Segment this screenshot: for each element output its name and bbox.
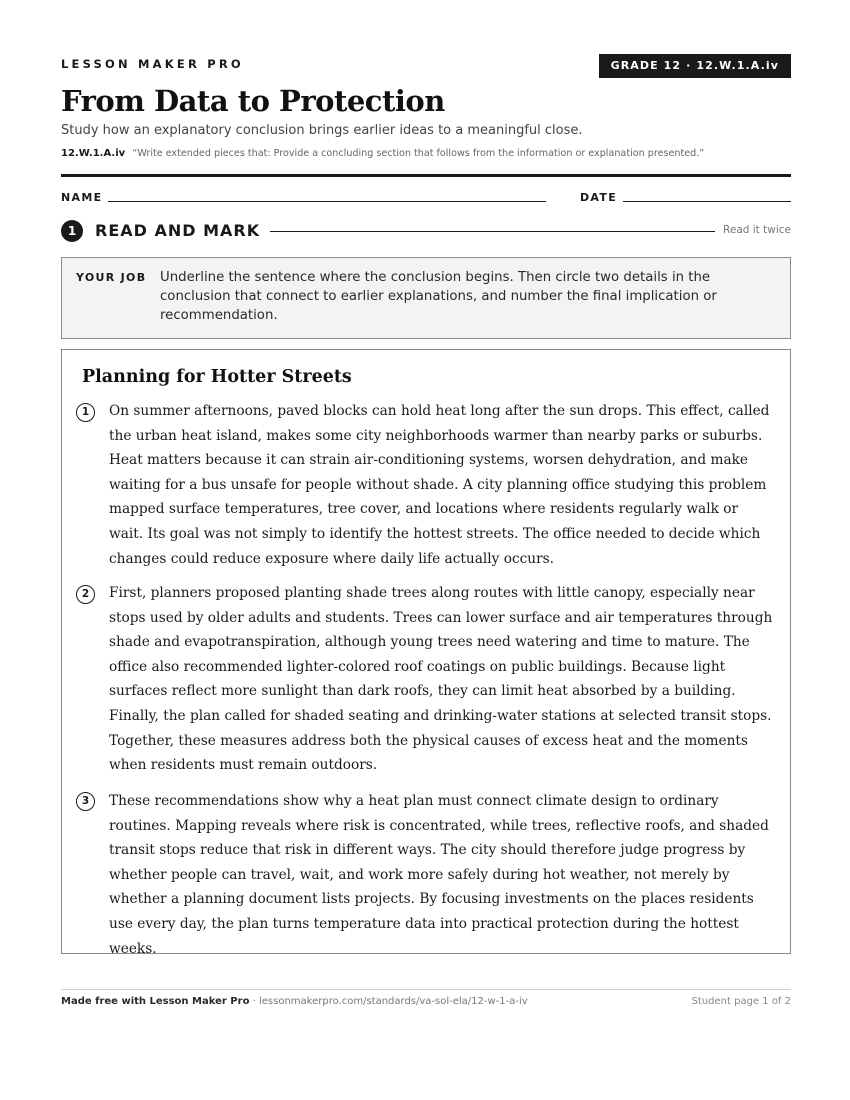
instructions-text: Underline the sentence where the conclusion begins. Then circle two details in the conclusion that connect to earlier explanations, and number the final implication or recommendation. [160, 270, 717, 323]
footer-credit [61, 996, 528, 1007]
page-counter: Student page 1 of 2 [691, 996, 791, 1007]
standard-text: “Write extended pieces that: Provide a concluding section that follows from the information or explanation presented.” [132, 148, 705, 159]
page-title: From Data to Protection [61, 84, 445, 118]
footer-divider [61, 989, 791, 990]
date-field[interactable] [623, 201, 791, 202]
page-subtitle: Study how an explanatory conclusion brings earlier ideas to a meaningful close. [61, 123, 583, 138]
reading-passage [61, 349, 791, 957]
name-label: NAME [61, 191, 103, 204]
paragraph-number-3: 3 [76, 792, 95, 811]
paragraph-3: These recommendations show why a heat plan must connect climate design to ordinary routines. Mapping reveals where risk is concentrated, while trees, reflective roofs, and shaded transit stops reduce that risk in different ways. The city should therefore judge progress by whether people can travel, wait, and work more safely during hot weather, not merely by whether a planning document lists projects. By focusing investments on the places residents use every day, the plan turns temperature data into practical protection during the hottest weeks. [109, 793, 769, 957]
section-note: Read it twice [723, 224, 791, 236]
footer-made-with: Made free with Lesson Maker Pro [61, 996, 250, 1007]
instructions-box [61, 257, 791, 339]
grade-badge: GRADE 12 · 12.W.1.A.iv [599, 54, 791, 78]
standard-line [61, 148, 704, 159]
header-divider [61, 174, 791, 177]
paragraph-number-2: 2 [76, 585, 95, 604]
instructions-label: YOUR JOB [76, 271, 147, 284]
brand-name: LESSON MAKER PRO [61, 57, 244, 71]
paragraph-2: First, planners proposed planting shade trees along routes with little canopy, especially near stops used by older adults and students. Trees can lower surface and air temperatures through shade and evapotranspiration, although young trees need watering and time to mature. The office also recommended lighter-colored roof coatings on public buildings. Because light surfaces reflect more sunlight than dark roofs, they can limit heat absorbed by a building. Finally, the plan called for shaded seating and drinking-water stations at selected transit stops. Together, these measures address both the physical causes of excess heat and the moments when residents must remain outdoors. [109, 585, 773, 774]
section-divider [270, 231, 715, 232]
section-number-badge: 1 [61, 220, 83, 242]
paragraph-1: On summer afternoons, paved blocks can hold heat long after the sun drops. This effect, called the urban heat island, makes some city neighborhoods warmer than nearby parks or suburbs. Heat matters because it can strain air-conditioning systems, worsen dehydration, and make waiting for a bus unsafe for people without shade. A city planning office studying this problem mapped surface temperatures, tree cover, and locations where residents regularly walk or wait. Its goal was not simply to identify the hottest streets. The office needed to decide which changes could reduce exposure where daily life actually occurs. [109, 403, 770, 567]
name-field[interactable] [108, 201, 546, 202]
passage-title: Planning for Hotter Streets [82, 367, 352, 387]
section-title: READ AND MARK [95, 221, 261, 240]
paragraph-number-1: 1 [76, 403, 95, 422]
date-label: DATE [580, 191, 618, 204]
footer-url[interactable]: · lessonmakerpro.com/standards/va-sol-ela/12-w-1-a-iv [252, 996, 528, 1007]
standard-code: 12.W.1.A.iv [61, 148, 126, 159]
